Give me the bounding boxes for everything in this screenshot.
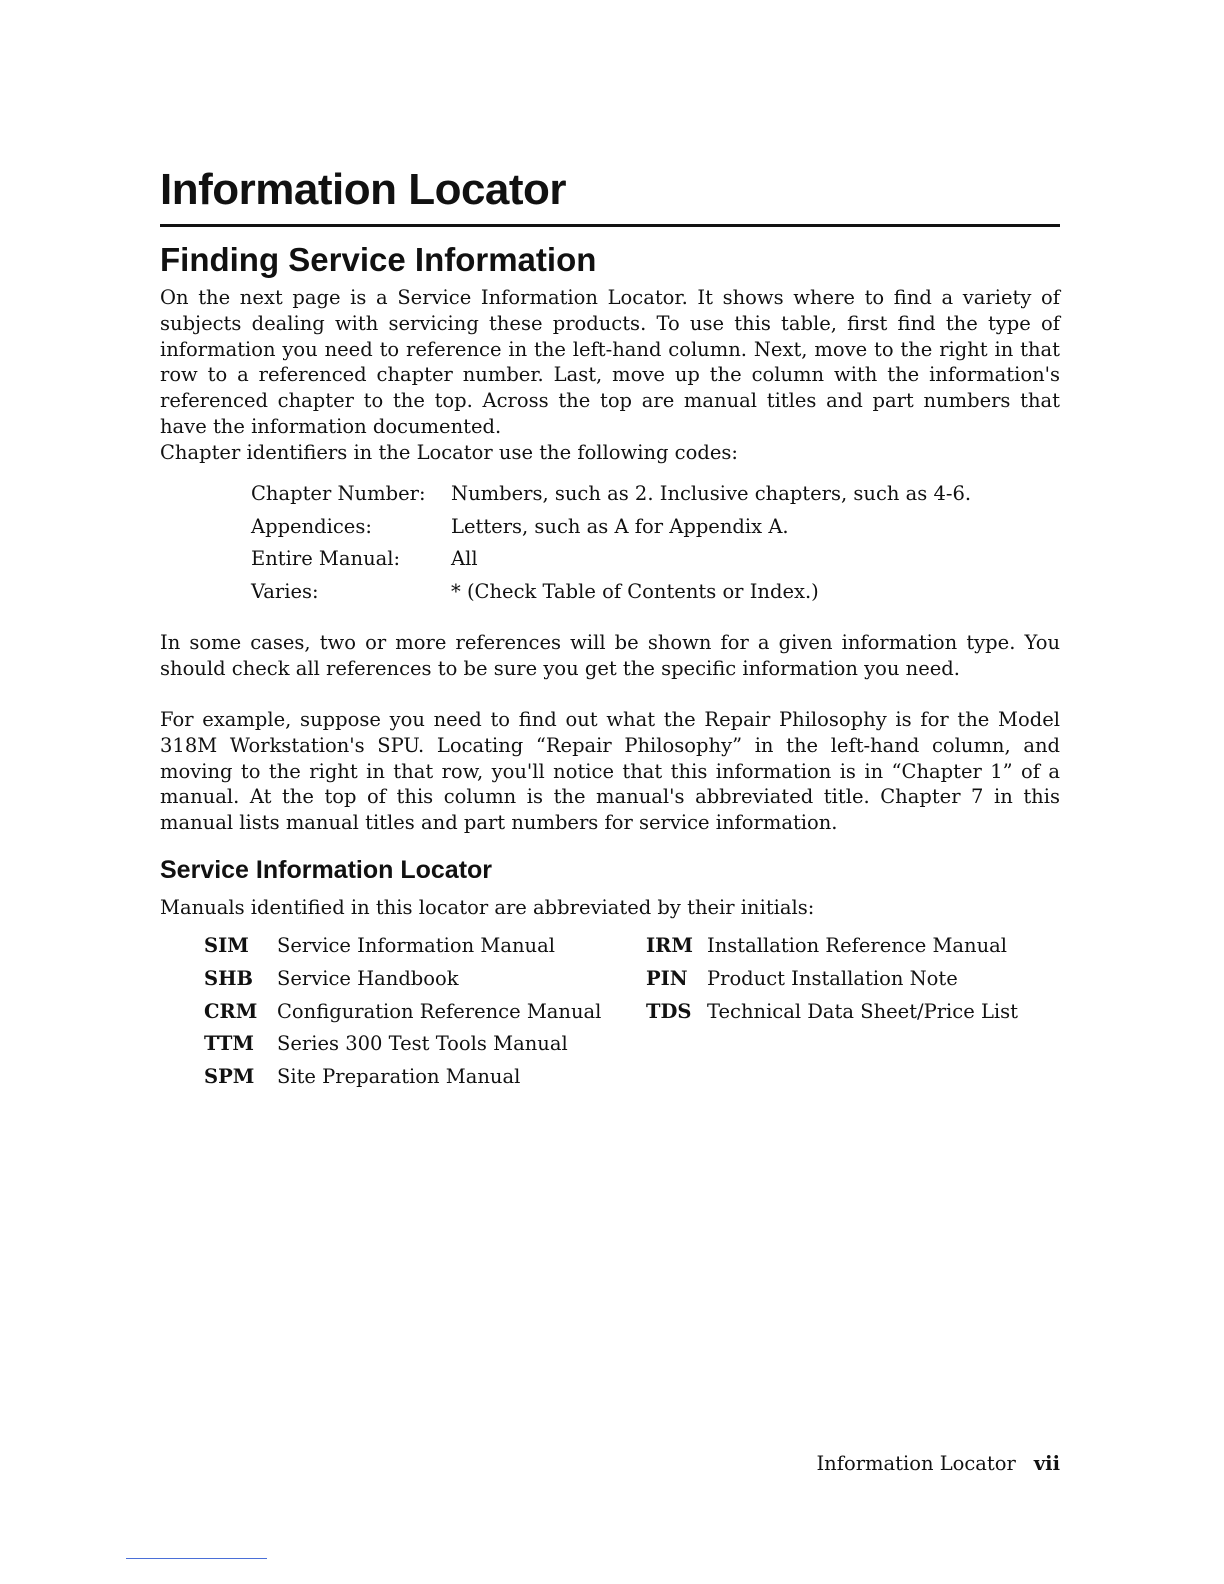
manual-name: Technical Data Sheet/Price List bbox=[707, 999, 1018, 1023]
code-label: Entire Manual: bbox=[251, 547, 401, 571]
manual-name: Service Information Manual bbox=[277, 934, 555, 957]
page-number: vii bbox=[1033, 1452, 1060, 1475]
footer-section-title: Information Locator bbox=[816, 1452, 1016, 1475]
manual-name: Service Handbook bbox=[277, 966, 459, 990]
manual-abbreviations-left bbox=[204, 932, 601, 1096]
code-value: * (Check Table of Contents or Index.) bbox=[451, 580, 819, 604]
abbreviation-code: SHB bbox=[204, 966, 253, 990]
chapter-codes-list bbox=[251, 480, 971, 611]
abbreviation-code: TDS bbox=[646, 999, 692, 1023]
list-item bbox=[204, 998, 601, 1031]
abbreviation-code: PIN bbox=[646, 966, 688, 990]
abbreviation-code: SIM bbox=[204, 934, 249, 957]
manual-name: Product Installation Note bbox=[707, 966, 958, 990]
intro-paragraph: On the next page is a Service Information Locator. It shows where to find a variety of subjects dealing with servicing these products. To use this table, first find the type of information you need to reference in the left-hand column. Next, move to the right in that row to a referenced chapter number. Last, move up the column with the information's referenced chapter to the top. Across the top are manual titles and part numbers that have the information documented. bbox=[160, 286, 1060, 438]
manuals-intro-paragraph: Manuals identified in this locator are abbreviated by their initials: bbox=[160, 896, 815, 919]
code-row-varies bbox=[251, 578, 971, 611]
abbreviation-code: SPM bbox=[204, 1065, 255, 1089]
list-item bbox=[204, 1063, 601, 1096]
cases-paragraph: In some cases, two or more references will be shown for a given information type. You should check all references to be sure you get the specific information you need. bbox=[160, 631, 1060, 680]
manual-name: Installation Reference Manual bbox=[707, 934, 1008, 957]
manual-name: Configuration Reference Manual bbox=[277, 999, 602, 1023]
section-heading: Finding Service Information bbox=[160, 241, 597, 278]
sub-heading: Service Information Locator bbox=[160, 856, 493, 884]
code-row-chapter-number bbox=[251, 480, 971, 513]
code-label: Appendices: bbox=[251, 514, 372, 538]
list-item bbox=[204, 965, 601, 998]
code-row-entire-manual bbox=[251, 545, 971, 578]
list-item bbox=[646, 965, 1018, 998]
title-rule bbox=[160, 224, 1060, 227]
code-value: Numbers, such as 2. Inclusive chapters, such as 4-6. bbox=[451, 482, 972, 505]
code-label: Varies: bbox=[251, 580, 319, 604]
manual-name: Series 300 Test Tools Manual bbox=[277, 1032, 568, 1056]
code-value: Letters, such as A for Appendix A. bbox=[451, 514, 789, 538]
list-item bbox=[204, 1030, 601, 1063]
list-item bbox=[646, 998, 1018, 1031]
manual-name: Site Preparation Manual bbox=[277, 1065, 521, 1089]
bottom-divider bbox=[126, 1558, 267, 1559]
code-value: All bbox=[451, 547, 478, 571]
codes-intro-paragraph: Chapter identifiers in the Locator use the following codes: bbox=[160, 441, 738, 464]
code-label: Chapter Number: bbox=[251, 482, 426, 505]
page-title: Information Locator bbox=[160, 165, 567, 214]
code-row-appendices bbox=[251, 513, 971, 546]
manual-abbreviations-right bbox=[646, 932, 1018, 1030]
example-paragraph: For example, suppose you need to find out what the Repair Philosophy is for the Model 318M Workstation's SPU. Locating “Repair Philosophy” in the left-hand column, and moving to the right in that row, you'll notice that this information is in “Chapter 1” of a manual. At the top of this column is the manual's abbreviated title. Chapter 7 in this manual lists manual titles and part numbers for service information. bbox=[160, 708, 1060, 835]
page-footer bbox=[816, 1450, 1060, 1478]
abbreviation-code: CRM bbox=[204, 999, 258, 1023]
abbreviation-code: IRM bbox=[646, 934, 693, 957]
abbreviation-code: TTM bbox=[204, 1032, 254, 1056]
list-item bbox=[204, 932, 601, 965]
list-item bbox=[646, 932, 1018, 965]
